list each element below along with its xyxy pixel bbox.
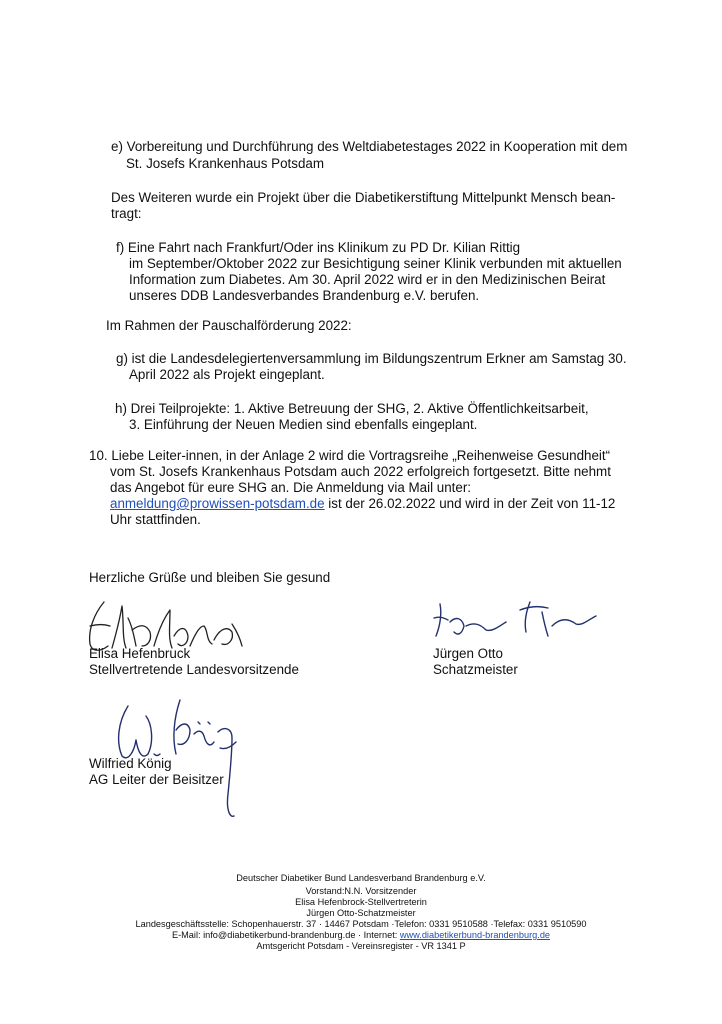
footer-office-address: Landesgeschäftsstelle: Schopenhauerstr. 37 · 14467 Potsdam ·Telefon: 0331 9510588 ·Telefax: 0331 9510590 — [135, 919, 587, 929]
signatory-name-otto: Jürgen Otto — [433, 646, 503, 661]
footer-organization: Deutscher Diabetiker Bund Landesverband Brandenburg e.V. — [236, 873, 486, 883]
signature-otto — [430, 596, 605, 644]
item-h-line1: h) Drei Teilprojekte: 1. Aktive Betreuung der SHG, 2. Aktive Öffentlichkeitsarbeit, — [115, 401, 589, 416]
paragraph-weiteren-line2: tragt: — [111, 206, 142, 221]
item-f-line1: f) Eine Fahrt nach Frankfurt/Oder ins Klinikum zu PD Dr. Kilian Rittig — [116, 240, 521, 255]
paragraph-weiteren-line1: Des Weiteren wurde ein Projekt über die Diabetikerstiftung Mittelpunkt Mensch bean- — [111, 190, 616, 205]
footer-board-chair: Vorstand:N.N. Vorsitzender — [305, 886, 417, 896]
signatory-role-hefenbruck: Stellvertretende Landesvorsitzende — [89, 662, 299, 677]
footer-board-deputy: Elisa Hefenbrock-Stellvertreterin — [295, 897, 427, 907]
closing-greeting: Herzliche Grüße und bleiben Sie gesund — [89, 570, 331, 585]
signatory-name-hefenbruck: Elisa Hefenbruck — [89, 646, 191, 661]
item-f-line2: im September/Oktober 2022 zur Besichtigung seiner Klinik verbunden mit aktuellen — [129, 256, 622, 271]
item-10-line4 — [110, 496, 615, 513]
item-10-line5: Uhr stattfinden. — [110, 512, 201, 527]
item-f-line4: unseres DDB Landesverbandes Brandenburg e.V. berufen. — [129, 288, 480, 303]
item-10-line3: das Angebot für eure SHG an. Die Anmeldung via Mail unter: — [110, 480, 472, 495]
item-10-line2: vom St. Josefs Krankenhaus Potsdam auch 2022 erfolgreich fortgesetzt. Bitte nehmt — [110, 464, 611, 479]
item-g-line1: g) ist die Landesdelegiertenversammlung im Bildungszentrum Erkner am Samstag 30. — [116, 351, 627, 366]
item-h-line2: 3. Einführung der Neuen Medien sind ebenfalls eingeplant. — [129, 417, 478, 432]
footer-register: Amtsgericht Potsdam - Vereinsregister - VR 1341 P — [256, 941, 466, 951]
registration-email-link[interactable]: anmeldung@prowissen-potsdam.de — [110, 496, 325, 511]
item-g-line2: April 2022 als Projekt eingeplant. — [129, 367, 325, 382]
signatory-role-koenig: AG Leiter der Beisitzer — [89, 772, 224, 787]
footer-email: E-Mail: info@diabetikerbund-brandenburg.de · Internet: — [171, 930, 400, 940]
footer-contact — [0, 930, 722, 941]
paragraph-rahmen: Im Rahmen der Pauschalförderung 2022: — [106, 318, 352, 333]
item-10-line4-rest: ist der 26.02.2022 und wird in der Zeit von 11-12 — [324, 496, 616, 511]
signatory-role-otto: Schatzmeister — [433, 662, 518, 677]
item-10-line1: 10. Liebe Leiter-innen, in der Anlage 2 wird die Vortragsreihe „Reihenweise Gesundheit“ — [89, 448, 611, 463]
signatory-name-koenig: Wilfried König — [89, 756, 172, 771]
item-f-line3: Information zum Diabetes. Am 30. April 2022 wird er in den Medizinischen Beirat — [129, 272, 606, 287]
item-e-line1: e) Vorbereitung und Durchführung des Weltdiabetestages 2022 in Kooperation mit dem — [111, 139, 628, 154]
item-e-line2: St. Josefs Krankenhaus Potsdam — [126, 156, 324, 171]
footer-website-link[interactable]: www.diabetikerbund-brandenburg.de — [399, 930, 551, 940]
footer-board-treasurer: Jürgen Otto-Schatzmeister — [306, 908, 416, 918]
